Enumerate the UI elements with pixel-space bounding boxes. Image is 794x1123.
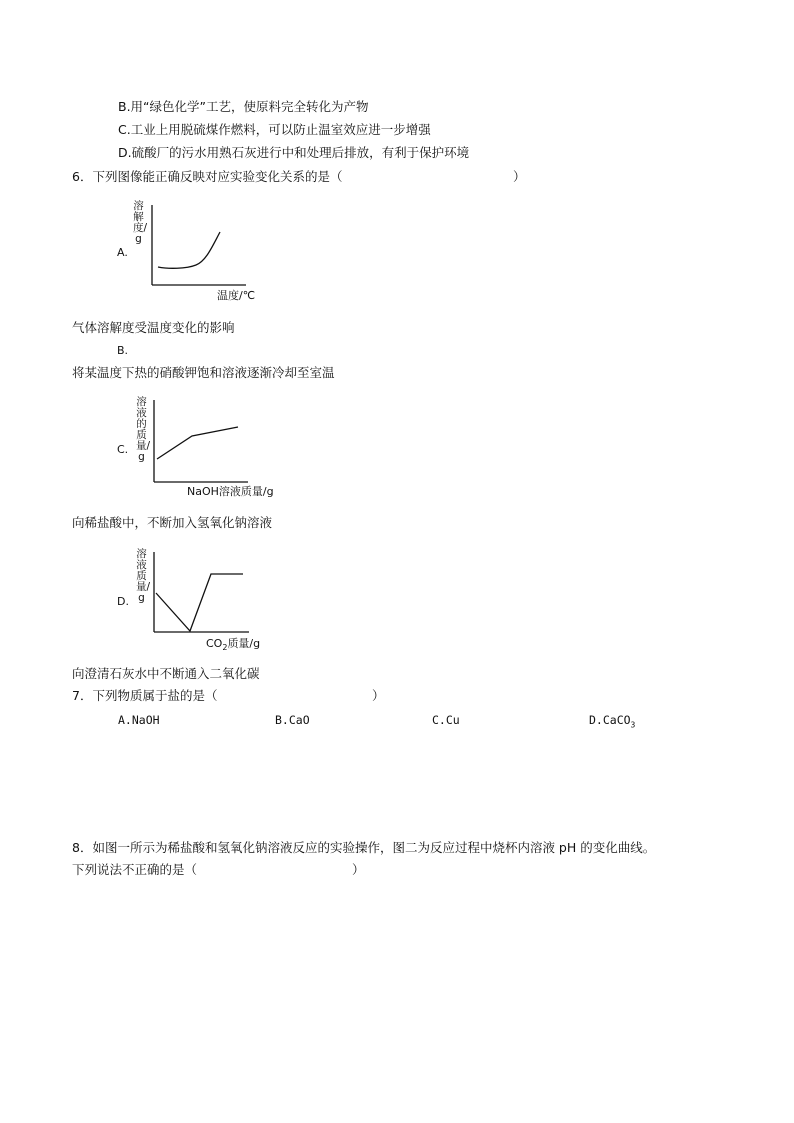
q7-stem: 7．下列物质属于盐的是（ bbox=[72, 688, 218, 703]
graph-a-plot bbox=[148, 205, 248, 290]
graph-d-letter: D. bbox=[117, 595, 129, 608]
graph-a-caption: 气体溶解度受温度变化的影响 bbox=[72, 320, 235, 335]
q5-option-d: D.硫酸厂的污水用熟石灰进行中和处理后排放，有利于保护环境 bbox=[118, 145, 470, 160]
q7-stem-close: ） bbox=[372, 688, 385, 703]
graph-d-xlabel-main: CO bbox=[206, 637, 223, 650]
q8-stem-line1: 8．如图一所示为稀盐酸和氢氧化钠溶液反应的实验操作，图二为反应过程中烧杯内溶液 pH 的变化曲线。 bbox=[72, 840, 656, 855]
graph-d-plot bbox=[151, 552, 251, 637]
q7-option-d-main: D.CaCO bbox=[589, 713, 631, 727]
q8-stem-line2: 下列说法不正确的是（ bbox=[72, 862, 198, 877]
graph-a-curve bbox=[158, 232, 220, 268]
graph-c-plot bbox=[150, 400, 250, 485]
graph-d-line bbox=[156, 574, 243, 631]
graph-d-xlabel bbox=[206, 637, 260, 654]
q6-stem: 6．下列图像能正确反映对应实验变化关系的是（ bbox=[72, 169, 343, 184]
graph-c-xlabel: NaOH溶液质量/g bbox=[187, 485, 274, 498]
q5-option-c: C.工业上用脱硫煤作燃料，可以防止温室效应进一步增强 bbox=[118, 122, 431, 137]
graph-c-ylabel: 溶液的质量/g bbox=[136, 396, 151, 463]
q7-option-d-sub: 3 bbox=[630, 720, 636, 730]
q7-option-c: C.Cu bbox=[432, 713, 460, 727]
q7-option-a: A.NaOH bbox=[118, 713, 160, 727]
graph-a-ylabel: 溶解度/g bbox=[133, 200, 148, 245]
graph-c-letter: C. bbox=[117, 443, 129, 456]
graph-d-xlabel-tail: 质量/g bbox=[227, 637, 261, 650]
graph-c-caption: 向稀盐酸中，不断加入氢氧化钠溶液 bbox=[72, 515, 273, 530]
q6-stem-close: ） bbox=[513, 169, 526, 184]
graph-a-letter: A. bbox=[117, 246, 128, 259]
q8-stem-line2-close: ） bbox=[352, 862, 365, 877]
graph-d-ylabel: 溶液质量/g bbox=[136, 548, 151, 604]
q5-option-b: B.用“绿色化学”工艺，使原料完全转化为产物 bbox=[118, 99, 369, 114]
graph-d-caption: 向澄清石灰水中不断通入二氧化碳 bbox=[72, 666, 260, 681]
q7-option-d bbox=[589, 712, 635, 733]
graph-b-caption: 将某温度下热的硝酸钾饱和溶液逐渐冷却至室温 bbox=[72, 365, 335, 380]
graph-d-xlabel-sub: 2 bbox=[222, 643, 228, 653]
graph-b-letter: B. bbox=[117, 344, 129, 357]
graph-a-xlabel: 温度/℃ bbox=[217, 289, 256, 302]
graph-c-line bbox=[157, 427, 238, 459]
q7-option-b: B.CaO bbox=[275, 713, 310, 727]
